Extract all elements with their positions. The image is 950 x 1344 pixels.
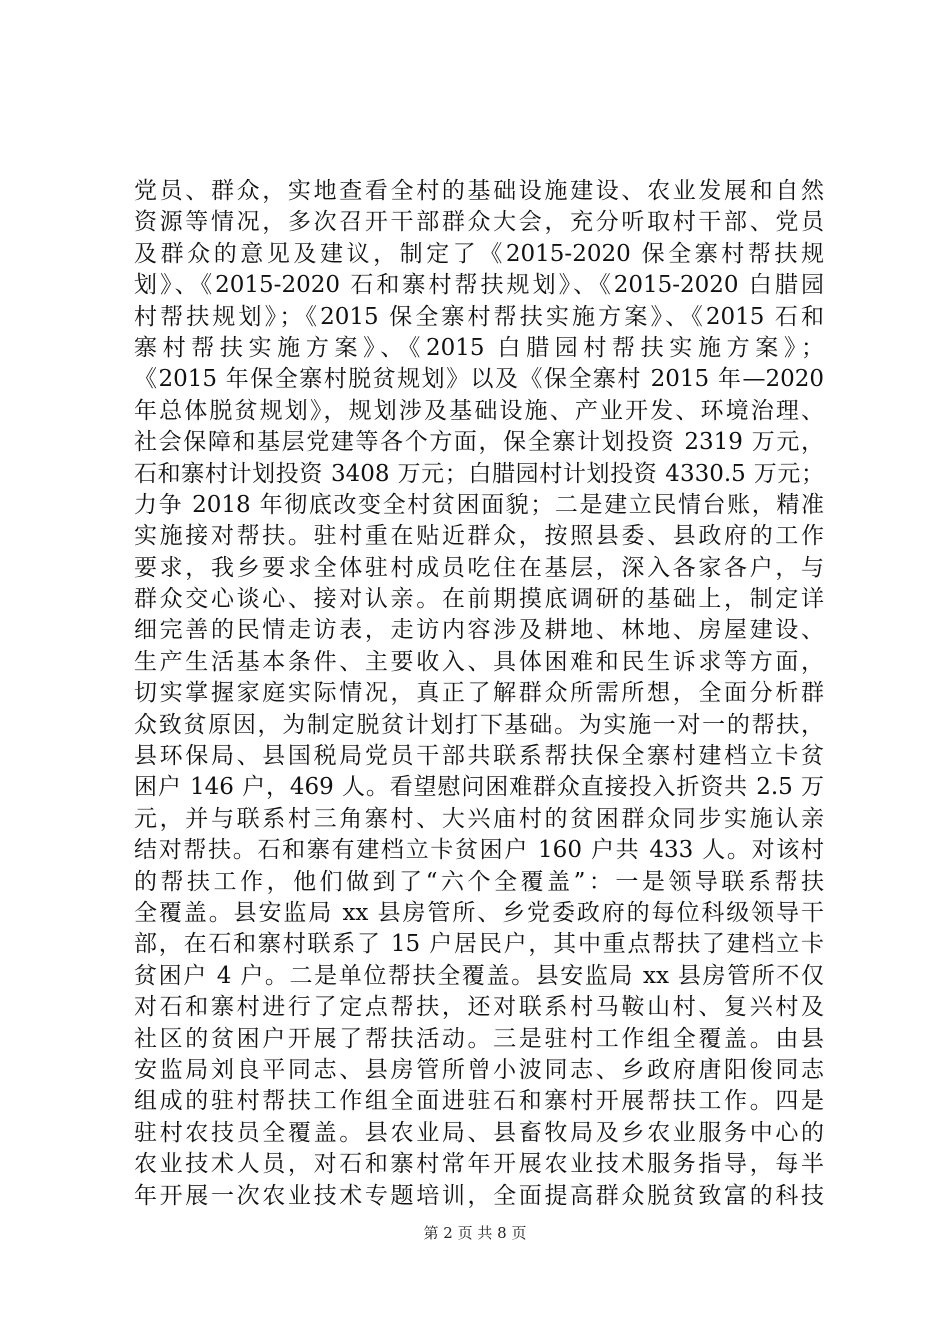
- text-line: 划》、《2015-2020 石和寨村帮扶规划》、《2015-2020 白腊园: [134, 272, 824, 299]
- page-footer: 第 2 页 共 8 页: [423, 1224, 527, 1242]
- text-line: 元，并与联系村三角寨村、大兴庙村的贫困群众同步实施认亲: [134, 805, 824, 832]
- text-line: 要求，我乡要求全体驻村成员吃住在基层，深入各家各户，与: [134, 554, 824, 581]
- text-line: 社区的贫困户开展了帮扶活动。三是驻村工作组全覆盖。由县: [134, 1025, 824, 1052]
- body-text: [134, 176, 824, 1212]
- text-line: 全覆盖。县安监局 xx 县房管所、乡党委政府的每位科级领导干: [134, 899, 824, 926]
- text-line: 的帮扶工作，他们做到了“六个全覆盖”：一是领导联系帮扶: [134, 868, 824, 895]
- text-line: 石和寨村计划投资 3408 万元；白腊园村计划投资 4330.5 万元；: [134, 460, 824, 487]
- text-line: 村帮扶规划》；《2015 保全寨村帮扶实施方案》、《2015 石和: [134, 303, 824, 330]
- text-line: 年总体脱贫规划》，规划涉及基础设施、产业开发、环境治理、: [134, 397, 824, 424]
- text-line: 细完善的民情走访表，走访内容涉及耕地、林地、房屋建设、: [134, 617, 824, 644]
- text-line: 安监局刘良平同志、县房管所曾小波同志、乡政府唐阳俊同志: [134, 1056, 824, 1083]
- text-line: 生产生活基本条件、主要收入、具体困难和民生诉求等方面，: [134, 648, 824, 675]
- text-line: 对石和寨村进行了定点帮扶，还对联系村马鞍山村、复兴村及: [134, 994, 824, 1021]
- text-line: 县环保局、县国税局党员干部共联系帮扶保全寨村建档立卡贫: [134, 743, 824, 770]
- text-line: 力争 2018 年彻底改变全村贫困面貌；二是建立民情台账，精准: [134, 491, 824, 518]
- text-line: 贫困户 4 户。二是单位帮扶全覆盖。县安监局 xx 县房管所不仅: [134, 962, 824, 989]
- text-line: 寨村帮扶实施方案》、《2015 白腊园村帮扶实施方案》；: [134, 334, 824, 361]
- text-line: 群众交心谈心、接对认亲。在前期摸底调研的基础上，制定详: [134, 586, 824, 613]
- text-line: 困户 146 户，469 人。看望慰问困难群众直接投入折资共 2.5 万: [134, 774, 824, 801]
- text-line: 组成的驻村帮扶工作组全面进驻石和寨村开展帮扶工作。四是: [134, 1088, 824, 1115]
- text-line: 资源等情况，多次召开干部群众大会，充分听取村干部、党员: [134, 209, 824, 236]
- text-line: 农业技术人员，对石和寨村常年开展农业技术服务指导，每半: [134, 1151, 824, 1178]
- text-line: 切实掌握家庭实际情况，真正了解群众所需所想，全面分析群: [134, 680, 824, 707]
- text-line: 结对帮扶。石和寨有建档立卡贫困户 160 户共 433 人。对该村: [134, 837, 824, 864]
- text-line: 党员、群众，实地查看全村的基础设施建设、农业发展和自然: [134, 178, 824, 204]
- text-line: 年开展一次农业技术专题培训，全面提高群众脱贫致富的科技: [134, 1182, 824, 1209]
- text-line: 《2015 年保全寨村脱贫规划》以及《保全寨村 2015 年—2020: [134, 366, 824, 393]
- text-line: 驻村农技员全覆盖。县农业局、县畜牧局及乡农业服务中心的: [134, 1119, 824, 1146]
- text-line: 众致贫原因，为制定脱贫计划打下基础。为实施一对一的帮扶，: [134, 711, 824, 738]
- text-line: 部，在石和寨村联系了 15 户居民户，其中重点帮扶了建档立卡: [134, 931, 824, 958]
- text-line: 社会保障和基层党建等各个方面，保全寨计划投资 2319 万元，: [134, 429, 824, 456]
- text-line: 及群众的意见及建议，制定了《2015-2020 保全寨村帮扶规: [134, 240, 824, 267]
- text-line: 实施接对帮扶。驻村重在贴近群众，按照县委、县政府的工作: [134, 523, 824, 550]
